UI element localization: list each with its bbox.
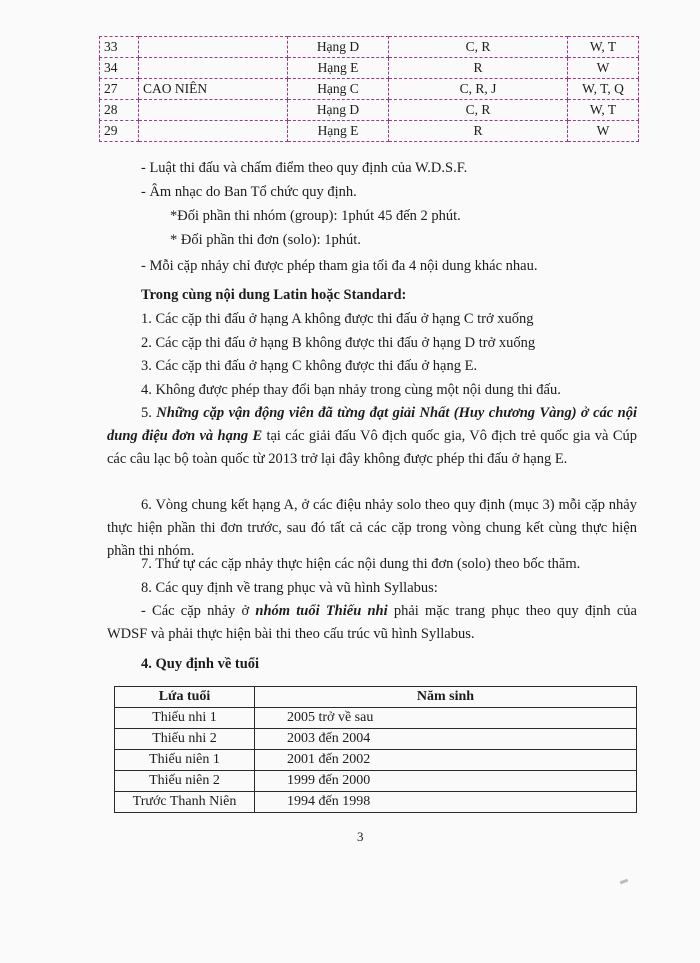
rule-item-5-rest: tại các giải đấu Vô địch quốc gia, Vô địch trẻ quốc gia và Cúp các câu lạc bộ toàn quốc từ 2013 trở lại đây không được phép thi đấu ở hạng E. — [107, 428, 637, 467]
rank: Hạng D — [288, 100, 389, 121]
rule-item-8a-rest: phải mặc trang phục theo quy định của WDSF và phải thực hiện bài thi theo cấu trúc vũ hình Syllabus. — [107, 603, 637, 642]
standard-dances: W — [568, 121, 639, 142]
birth-years: 2003 đến 2004 — [255, 729, 637, 750]
birth-years: 1994 đến 1998 — [255, 792, 637, 813]
age-group — [139, 100, 288, 121]
table-row — [100, 58, 639, 79]
column-header-age-group: Lứa tuổi — [115, 687, 255, 708]
table-row — [115, 771, 637, 792]
row-number: 34 — [100, 58, 139, 79]
age-group-name: Thiếu nhi 2 — [115, 729, 255, 750]
age-group — [139, 58, 288, 79]
latin-dances: R — [389, 58, 568, 79]
row-number: 33 — [100, 37, 139, 58]
rank: Hạng E — [288, 58, 389, 79]
rank: Hạng D — [288, 37, 389, 58]
latin-dances: C, R, J — [389, 79, 568, 100]
age-group-name: Thiếu niên 2 — [115, 771, 255, 792]
birth-years: 2001 đến 2002 — [255, 750, 637, 771]
rule-item-5-prefix: 5. — [141, 405, 157, 421]
age-group-name: Trước Thanh Niên — [115, 792, 255, 813]
table-row — [100, 100, 639, 121]
rule-item-3: 3. Các cặp thi đấu ở hạng C không được thi đấu ở hạng E. — [141, 358, 478, 374]
rule-item-2: 2. Các cặp thi đấu ở hạng B không được thi đấu ở hạng D trở xuống — [141, 335, 536, 351]
rank: Hạng C — [288, 79, 389, 100]
rule-item-8a-prefix: - Các cặp nhảy ở — [141, 603, 256, 619]
table-row — [100, 37, 639, 58]
table-row — [115, 750, 637, 771]
rule-item-5-emphasis: Những cặp vận động viên đã từng đạt giải Nhất (Huy chương Vàng) ở các nội dung điệu đơn và hạng E — [107, 405, 637, 444]
rule-max-events: - Mỗi cặp nhảy chỉ được phép tham gia tối đa 4 nội dung khác nhau. — [141, 258, 538, 274]
section-heading-latin-standard: Trong cùng nội dung Latin hoặc Standard: — [141, 287, 407, 303]
column-header-birth-year: Năm sinh — [255, 687, 637, 708]
table-row — [115, 792, 637, 813]
standard-dances: W, T — [568, 37, 639, 58]
birth-years: 2005 trở về sau — [255, 708, 637, 729]
page-number: 3 — [357, 829, 364, 844]
age-group-name: Thiếu nhi 1 — [115, 708, 255, 729]
standard-dances: W, T — [568, 100, 639, 121]
rule-item-6: 6. Vòng chung kết hạng A, ở các điệu nhảy solo theo quy định (mục 3) mỗi cặp nhảy thực hiện phần thi đơn trước, sau đó tất cả các cặp trong vòng chung kết cùng thực hiện phần thi nhóm. — [107, 497, 637, 559]
rule-item-7: 7. Thứ tự các cặp nhảy thực hiện các nội dung thi đơn (solo) theo bốc thăm. — [141, 556, 581, 572]
table-row — [100, 79, 639, 100]
rank: Hạng E — [288, 121, 389, 142]
row-number: 28 — [100, 100, 139, 121]
rule-item-8: 8. Các quy định về trang phục và vũ hình Syllabus: — [141, 580, 438, 596]
rule-item-1: 1. Các cặp thi đấu ở hạng A không được thi đấu ở hạng C trở xuống — [141, 311, 534, 327]
section-heading-age: 4. Quy định về tuổi — [141, 656, 260, 672]
rule-item-8a — [107, 600, 637, 646]
row-number: 29 — [100, 121, 139, 142]
latin-dances: C, R — [389, 37, 568, 58]
standard-dances: W — [568, 58, 639, 79]
age-group-name: Thiếu niên 1 — [115, 750, 255, 771]
row-number: 27 — [100, 79, 139, 100]
latin-dances: R — [389, 121, 568, 142]
rule-item-8a-emphasis: nhóm tuổi Thiếu nhi — [255, 603, 388, 619]
rule-solo-duration: * Đối phần thi đơn (solo): 1phút. — [170, 232, 361, 248]
rule-scoring: - Luật thi đấu và chấm điểm theo quy định của W.D.S.F. — [141, 160, 468, 176]
standard-dances: W, T, Q — [568, 79, 639, 100]
age-group: CAO NIÊN — [139, 79, 288, 100]
rule-music: - Âm nhạc do Ban Tổ chức quy định. — [141, 184, 357, 200]
latin-dances: C, R — [389, 100, 568, 121]
category-table — [99, 36, 639, 142]
table-row — [100, 121, 639, 142]
table-row — [115, 729, 637, 750]
rule-item-4: 4. Không được phép thay đổi bạn nhảy trong cùng một nội dung thi đấu. — [141, 382, 561, 398]
age-group — [139, 37, 288, 58]
rule-item-5 — [107, 402, 637, 471]
table-row — [115, 708, 637, 729]
age-table — [114, 686, 637, 813]
scan-speck — [620, 879, 629, 885]
table-header-row — [115, 687, 637, 708]
birth-years: 1999 đến 2000 — [255, 771, 637, 792]
age-group — [139, 121, 288, 142]
rule-group-duration: *Đối phần thi nhóm (group): 1phút 45 đến 2 phút. — [170, 208, 461, 224]
